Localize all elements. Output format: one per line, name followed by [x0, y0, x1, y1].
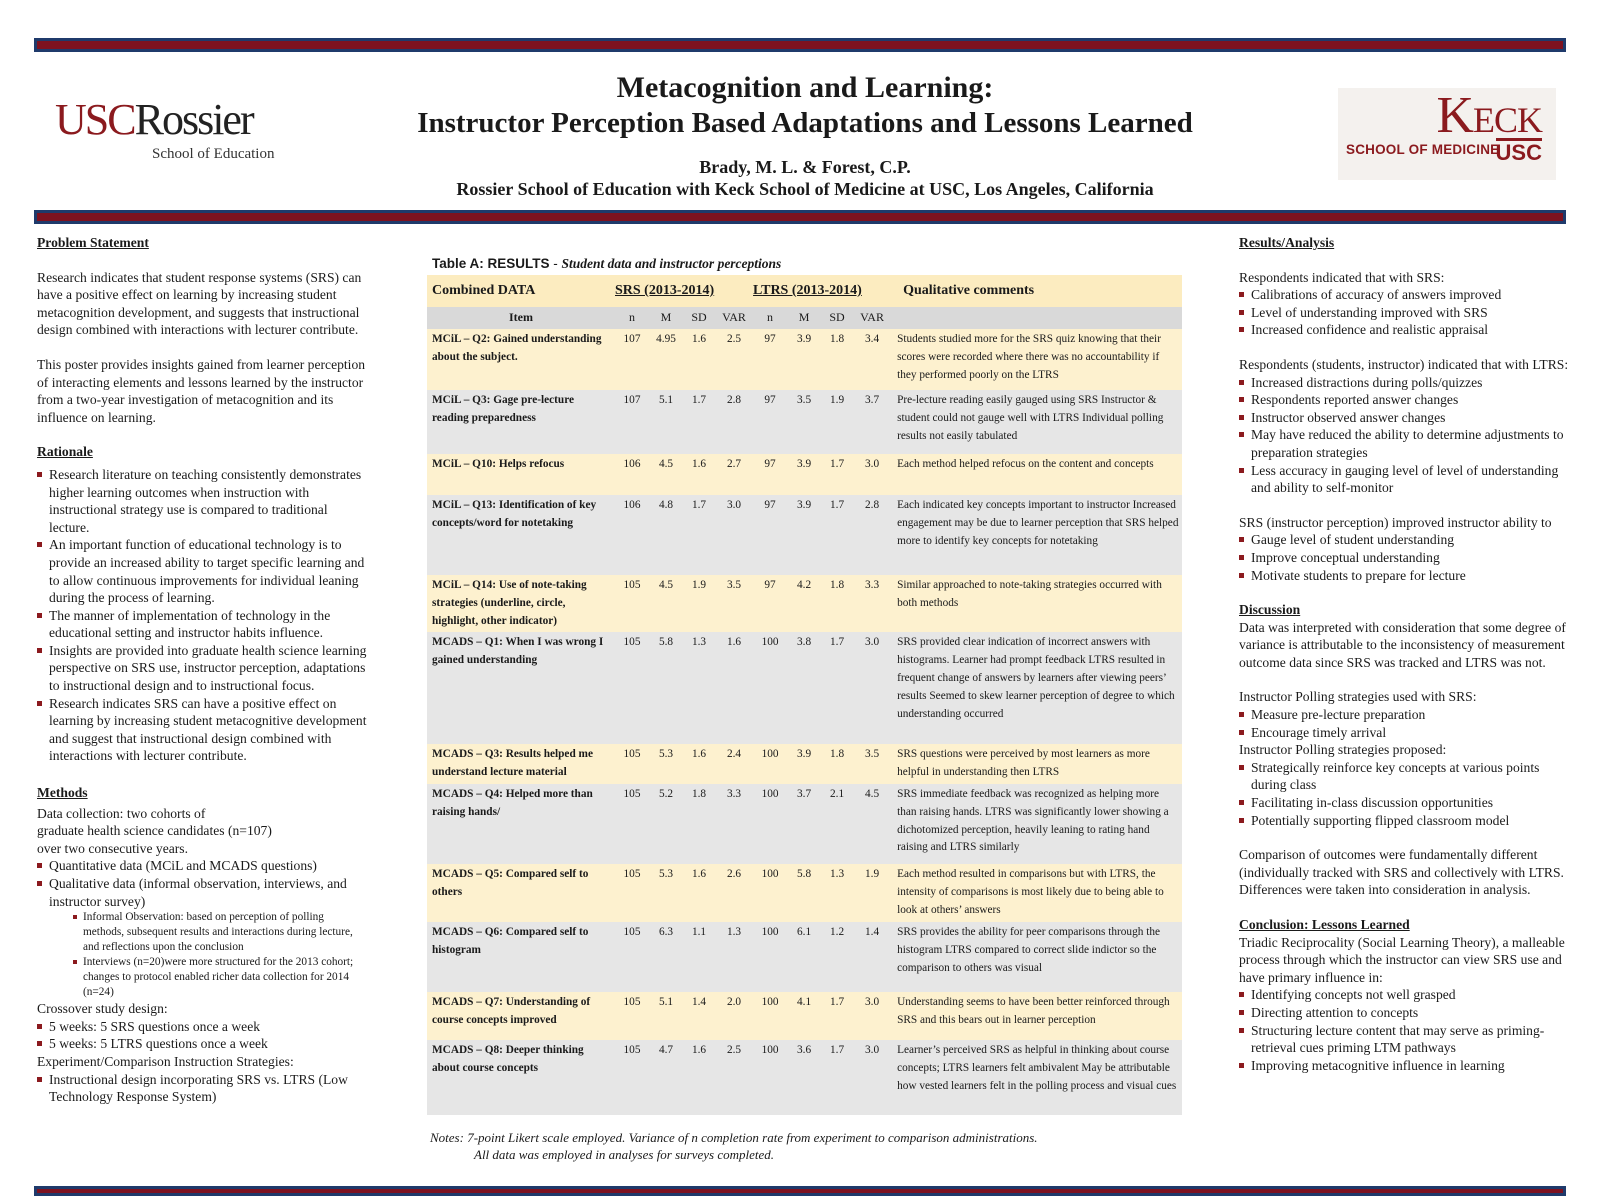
ltrs-value-cell: 2.1: [821, 784, 853, 864]
ltrs-value-cell: 3.0: [853, 1040, 891, 1115]
item-cell: MCiL – Q13: Identification of key concepts/word for notetaking: [427, 495, 615, 575]
comment-cell: Similar approached to note-taking strategies occurred with both methods: [891, 575, 1182, 632]
srs-value-cell: 4.95: [649, 329, 683, 390]
conclusion-list: [1239, 986, 1569, 1074]
list-item: Informal Observation: based on perception of polling methods, subsequent results and interactions during lecture, and reflections upon the conclusion: [73, 910, 367, 955]
polling-proposed-list: [1239, 759, 1569, 829]
comment-cell: Learner’s perceived SRS as helpful in thinking about course concepts; LTRS learners felt ambivalent May be attributable how vested learners felt in the polling process and visual cues: [891, 1040, 1182, 1115]
ltrs-value-cell: 3.7: [853, 390, 891, 454]
list-item: 5 weeks: 5 SRS questions once a week: [37, 1018, 367, 1036]
srs-value-cell: 105: [615, 784, 649, 864]
srs-value-cell: 105: [615, 922, 649, 992]
srs-value-cell: 5.3: [649, 744, 683, 784]
srs-value-cell: 4.8: [649, 495, 683, 575]
column-header: Item: [427, 307, 615, 329]
poster-affiliation: Rossier School of Education with Keck School of Medicine at USC, Los Angeles, California: [456, 179, 1154, 199]
list-item: An important function of educational technology is to provide an increased ability to target specific learning and to allow continuous improvements for individual leaning during the process of learning.: [37, 536, 367, 606]
srs-value-cell: 1.7: [683, 390, 715, 454]
srs-value-cell: 2.0: [715, 992, 753, 1040]
ltrs-value-cell: 100: [753, 864, 787, 922]
list-item: Motivate students to prepare for lecture: [1239, 567, 1569, 585]
header-divider-bar: [34, 210, 1566, 224]
combined-data-header: Combined DATA: [427, 275, 615, 307]
srs-value-cell: 105: [615, 1040, 649, 1115]
srs-value-cell: 105: [615, 632, 649, 744]
ltrs-value-cell: 100: [753, 784, 787, 864]
results-table: [427, 275, 1182, 1115]
table-row: [427, 992, 1182, 1040]
list-item: Measure pre-lecture preparation: [1239, 706, 1569, 724]
list-item: Facilitating in-class discussion opportunities: [1239, 794, 1569, 812]
item-cell: MCADS – Q3: Results helped me understand lecture material: [427, 744, 615, 784]
ltrs-value-cell: 3.4: [853, 329, 891, 390]
srs-value-cell: 105: [615, 575, 649, 632]
srs-value-cell: 1.7: [683, 495, 715, 575]
ltrs-value-cell: 1.7: [821, 495, 853, 575]
problem-paragraph-1: Research indicates that student response systems (SRS) can have a positive effect on learning by increasing student metacognition development, and suggests that instructional design combined with interactions with lecturer contribute.: [37, 269, 362, 338]
ltrs-value-cell: 3.0: [853, 454, 891, 495]
methods-dc-line2: graduate health science candidates (n=107): [37, 823, 272, 839]
srs-value-cell: 4.7: [649, 1040, 683, 1115]
list-item: Qualitative data (informal observation, interviews, and instructor survey): [37, 875, 367, 910]
ltrs-value-cell: 1.7: [821, 632, 853, 744]
poster-title-line1: Metacognition and Learning:: [616, 71, 994, 104]
poster-authors: Brady, M. L. & Forest, C.P.: [699, 157, 911, 177]
ltrs-value-cell: 2.8: [853, 495, 891, 575]
discussion-heading: Discussion: [1239, 602, 1301, 618]
ltrs-value-cell: 6.1: [787, 922, 821, 992]
results-table-wrapper: [427, 275, 1182, 1125]
results-instructor-intro: SRS (instructor perception) improved instructor ability to: [1239, 514, 1552, 530]
table-caption-italic: Student data and instructor perceptions: [561, 256, 782, 271]
polling-used-list: [1239, 706, 1569, 741]
table-notes-line2: All data was employed in analyses for surveys completed.: [474, 1147, 775, 1162]
item-cell: MCADS – Q1: When I was wrong I gained understanding: [427, 632, 615, 744]
item-cell: MCADS – Q7: Understanding of course concepts improved: [427, 992, 615, 1040]
srs-value-cell: 1.4: [683, 992, 715, 1040]
table-notes-line1: Notes: 7-point Likert scale employed. Variance of n completion rate from experiment to comparison administrations.: [430, 1130, 1038, 1145]
table-row: [427, 864, 1182, 922]
item-cell: MCADS – Q6: Compared self to histogram: [427, 922, 615, 992]
comment-cell: Each method helped refocus on the content and concepts: [891, 454, 1182, 495]
srs-value-cell: 106: [615, 495, 649, 575]
column-header: n: [615, 307, 649, 329]
comment-cell: SRS immediate feedback was recognized as helping more than raising hands. LTRS was significantly lower showing a dichotomized perception, heavily leaning to rating hand raising and LTRS similarly: [891, 784, 1182, 864]
column-header: M: [649, 307, 683, 329]
list-item: Increased confidence and realistic appraisal: [1239, 321, 1569, 339]
list-item: Improving metacognitive influence in learning: [1239, 1057, 1569, 1075]
ltrs-value-cell: 4.5: [853, 784, 891, 864]
list-item: Respondents reported answer changes: [1239, 391, 1569, 409]
top-divider-bar: [34, 38, 1566, 52]
srs-value-cell: 2.6: [715, 864, 753, 922]
comment-cell: Understanding seems to have been better reinforced through SRS and this bears out in learner perception: [891, 992, 1182, 1040]
discussion-paragraph-2: Comparison of outcomes were fundamentally different (individually tracked with SRS and collectively with LTRS. Differences were taken into consideration in analysis.: [1239, 847, 1564, 898]
poster-header: [380, 70, 1230, 200]
qualitative-header: Qualitative comments: [891, 275, 1182, 307]
bottom-divider-bar: [34, 1186, 1566, 1196]
poster-title-line2: Instructor Perception Based Adaptations and Lessons Learned: [417, 107, 1193, 139]
srs-value-cell: 107: [615, 390, 649, 454]
methods-data-list: [37, 857, 367, 910]
list-item: 5 weeks: 5 LTRS questions once a week: [37, 1035, 367, 1053]
usc-rossier-logo: [55, 95, 295, 168]
ltrs-value-cell: 1.7: [821, 992, 853, 1040]
list-item: Encourage timely arrival: [1239, 724, 1569, 742]
srs-value-cell: 105: [615, 744, 649, 784]
methods-sub-list: [37, 910, 367, 1000]
methods-heading: Methods: [37, 785, 88, 801]
item-cell: MCADS – Q4: Helped more than raising hands/: [427, 784, 615, 864]
srs-value-cell: 3.3: [715, 784, 753, 864]
ltrs-value-cell: 97: [753, 329, 787, 390]
column-header: SD: [821, 307, 853, 329]
ltrs-value-cell: 100: [753, 922, 787, 992]
ltrs-value-cell: 100: [753, 632, 787, 744]
ltrs-value-cell: 97: [753, 390, 787, 454]
srs-group-header: SRS (2013-2014): [615, 275, 753, 307]
list-item: Research literature on teaching consistently demonstrates higher learning outcomes when instruction with instructional strategy use is compared to traditional lecture.: [37, 466, 367, 536]
ltrs-value-cell: 3.7: [787, 784, 821, 864]
methods-dc-line1: Data collection: two cohorts of: [37, 805, 206, 821]
item-cell: MCADS – Q8: Deeper thinking about course concepts: [427, 1040, 615, 1115]
srs-value-cell: 1.9: [683, 575, 715, 632]
srs-value-cell: 2.5: [715, 1040, 753, 1115]
ltrs-value-cell: 97: [753, 495, 787, 575]
list-item: Quantitative data (MCiL and MCADS questions): [37, 857, 367, 875]
srs-value-cell: 1.3: [715, 922, 753, 992]
srs-value-cell: 1.1: [683, 922, 715, 992]
experiment-list: [37, 1071, 367, 1106]
logo-school-text: School of Education: [152, 146, 275, 162]
list-item: The manner of implementation of technology in the educational setting and instructor habits influence.: [37, 607, 367, 642]
srs-value-cell: 4.5: [649, 454, 683, 495]
polling-proposed-intro: Instructor Polling strategies proposed:: [1239, 742, 1447, 758]
table-row: [427, 329, 1182, 390]
srs-value-cell: 1.3: [683, 632, 715, 744]
table-row: [427, 784, 1182, 864]
column-header: n: [753, 307, 787, 329]
rationale-heading: Rationale: [37, 444, 93, 460]
column-header: VAR: [715, 307, 753, 329]
item-cell: MCiL – Q14: Use of note-taking strategies (underline, circle, highlight, other indicator): [427, 575, 615, 632]
srs-value-cell: 6.3: [649, 922, 683, 992]
problem-heading: Problem Statement: [37, 235, 149, 250]
ltrs-value-cell: 4.2: [787, 575, 821, 632]
comment-cell: Each indicated key concepts important to instructor Increased engagement may be due to learner perception that SRS helped more to identify key concepts for notetaking: [891, 495, 1182, 575]
list-item: Insights are provided into graduate health science learning perspective on SRS use, instructor perception, adaptations to instructional design and to instructional focus.: [37, 642, 367, 695]
logo-rossier-text: Rossier: [134, 95, 253, 144]
comment-cell: Students studied more for the SRS quiz knowing that their scores were recorded where there was no accountability if they performed poorly on the LTRS: [891, 329, 1182, 390]
list-item: Level of understanding improved with SRS: [1239, 304, 1569, 322]
srs-value-cell: 1.6: [683, 1040, 715, 1115]
srs-value-cell: 105: [615, 864, 649, 922]
table-caption: [432, 256, 781, 272]
ltrs-value-cell: 3.5: [853, 744, 891, 784]
comment-cell: Pre-lecture reading easily gauged using SRS Instructor & student could not gauge well with LTRS Individual polling results not easily tabulated: [891, 390, 1182, 454]
ltrs-value-cell: 3.8: [787, 632, 821, 744]
results-heading: Results/Analysis: [1239, 235, 1335, 250]
item-cell: MCiL – Q2: Gained understanding about the subject.: [427, 329, 615, 390]
crossover-list: [37, 1018, 367, 1053]
right-column: [1239, 234, 1569, 1074]
logo-som-text: SCHOOL OF MEDICINE: [1346, 142, 1500, 157]
srs-value-cell: 1.6: [683, 454, 715, 495]
srs-value-cell: 2.4: [715, 744, 753, 784]
ltrs-value-cell: 1.9: [853, 864, 891, 922]
srs-value-cell: 1.6: [683, 864, 715, 922]
comment-cell: SRS provides the ability for peer comparisons through the histogram LTRS compared to correct slide indictor so the comparison to others was visual: [891, 922, 1182, 992]
srs-value-cell: 1.6: [683, 744, 715, 784]
list-item: Increased distractions during polls/quizzes: [1239, 374, 1569, 392]
column-header: M: [787, 307, 821, 329]
results-ltrs-list: [1239, 374, 1569, 497]
logo-usc-text: USC: [55, 95, 135, 144]
crossover-heading: Crossover study design:: [37, 1001, 168, 1017]
table-row: [427, 1040, 1182, 1115]
ltrs-value-cell: 3.6: [787, 1040, 821, 1115]
ltrs-value-cell: 100: [753, 1040, 787, 1115]
list-item: Structuring lecture content that may serve as priming-retrieval cues priming LTM pathways: [1239, 1022, 1569, 1057]
logo-keck-text: Keck: [1436, 87, 1542, 144]
comment-cell: SRS questions were perceived by most learners as more helpful in understanding then LTRS: [891, 744, 1182, 784]
list-item: Interviews (n=20)were more structured for the 2013 cohort; changes to protocol enabled richer data collection for 2014 (n=24): [73, 955, 367, 1000]
srs-value-cell: 3.0: [715, 495, 753, 575]
list-item: Directing attention to concepts: [1239, 1004, 1569, 1022]
column-header: [891, 307, 1182, 329]
ltrs-value-cell: 3.0: [853, 992, 891, 1040]
comment-cell: Each method resulted in comparisons but with LTRS, the intensity of comparisons is most likely due to being able to look at others’ answers: [891, 864, 1182, 922]
discussion-paragraph-1: Data was interpreted with consideration that some degree of variance is attributable to the inconsistency of measurement outcome data since SRS was tracked and LTRS was not.: [1239, 619, 1566, 670]
ltrs-value-cell: 4.1: [787, 992, 821, 1040]
results-table-body: [427, 329, 1182, 1115]
srs-value-cell: 2.7: [715, 454, 753, 495]
table-row: [427, 454, 1182, 495]
srs-value-cell: 5.2: [649, 784, 683, 864]
srs-value-cell: 5.3: [649, 864, 683, 922]
left-column: [37, 234, 367, 1106]
list-item: May have reduced the ability to determine adjustments to preparation strategies: [1239, 426, 1569, 461]
list-item: Instructor observed answer changes: [1239, 409, 1569, 427]
table-notes: [430, 1129, 1038, 1163]
srs-value-cell: 5.1: [649, 992, 683, 1040]
table-row: [427, 744, 1182, 784]
conclusion-paragraph: Triadic Reciprocality (Social Learning Theory), a malleable process through which the instructor can view SRS use and have primary influence in:: [1239, 934, 1565, 985]
srs-value-cell: 1.6: [715, 632, 753, 744]
ltrs-value-cell: 3.0: [853, 632, 891, 744]
ltrs-value-cell: 3.3: [853, 575, 891, 632]
ltrs-value-cell: 1.8: [821, 329, 853, 390]
table-row: [427, 922, 1182, 992]
ltrs-value-cell: 100: [753, 992, 787, 1040]
srs-value-cell: 107: [615, 329, 649, 390]
ltrs-value-cell: 1.9: [821, 390, 853, 454]
experiment-heading: Experiment/Comparison Instruction Strategies:: [37, 1053, 294, 1069]
ltrs-value-cell: 1.8: [821, 744, 853, 784]
ltrs-value-cell: 97: [753, 454, 787, 495]
list-item: Less accuracy in gauging level of level of understanding and ability to self-monitor: [1239, 462, 1569, 497]
list-item: Gauge level of student understanding: [1239, 531, 1569, 549]
list-item: Identifying concepts not well grasped: [1239, 986, 1569, 1004]
ltrs-group-header: LTRS (2013-2014): [753, 275, 891, 307]
srs-value-cell: 3.5: [715, 575, 753, 632]
comment-cell: SRS provided clear indication of incorrect answers with histograms. Learner had prompt feedback LTRS resulted in frequent change of answers by learners after viewing peers’ results Seemed to skew learner perception of degree to which understanding occurred: [891, 632, 1182, 744]
rationale-list: [37, 466, 367, 765]
table-header-row-columns: [427, 307, 1182, 329]
ltrs-value-cell: 1.7: [821, 1040, 853, 1115]
polling-used-intro: Instructor Polling strategies used with SRS:: [1239, 689, 1477, 705]
item-cell: MCiL – Q3: Gage pre-lecture reading preparedness: [427, 390, 615, 454]
table-row: [427, 632, 1182, 744]
column-header: SD: [683, 307, 715, 329]
srs-value-cell: 2.8: [715, 390, 753, 454]
table-caption-bold: Table A: RESULTS: [432, 256, 550, 271]
table-header-row-groups: [427, 275, 1182, 307]
srs-value-cell: 1.8: [683, 784, 715, 864]
ltrs-value-cell: 1.2: [821, 922, 853, 992]
srs-value-cell: 106: [615, 454, 649, 495]
list-item: Improve conceptual understanding: [1239, 549, 1569, 567]
logo-usc-mark: USC: [1495, 140, 1542, 165]
table-row: [427, 495, 1182, 575]
list-item: Strategically reinforce key concepts at various points during class: [1239, 759, 1569, 794]
results-ltrs-intro: Respondents (students, instructor) indicated that with LTRS:: [1239, 356, 1569, 372]
ltrs-value-cell: 100: [753, 744, 787, 784]
ltrs-value-cell: 3.9: [787, 495, 821, 575]
table-row: [427, 575, 1182, 632]
item-cell: MCiL – Q10: Helps refocus: [427, 454, 615, 495]
srs-value-cell: 5.1: [649, 390, 683, 454]
ltrs-value-cell: 3.9: [787, 454, 821, 495]
table-row: [427, 390, 1182, 454]
ltrs-value-cell: 3.9: [787, 329, 821, 390]
list-item: Instructional design incorporating SRS vs. LTRS (Low Technology Response System): [37, 1071, 367, 1106]
item-cell: MCADS – Q5: Compared self to others: [427, 864, 615, 922]
list-item: Calibrations of accuracy of answers improved: [1239, 286, 1569, 304]
keck-school-logo: [1338, 88, 1556, 180]
problem-paragraph-2: This poster provides insights gained from learner perception of interacting elements and lessons learned by the instructor from a two-year investigation of metacognition and its influence on learning.: [37, 356, 366, 425]
srs-value-cell: 1.6: [683, 329, 715, 390]
results-instructor-list: [1239, 531, 1569, 584]
column-header: VAR: [853, 307, 891, 329]
srs-value-cell: 105: [615, 992, 649, 1040]
ltrs-value-cell: 1.7: [821, 454, 853, 495]
list-item: Potentially supporting flipped classroom model: [1239, 812, 1569, 830]
ltrs-value-cell: 5.8: [787, 864, 821, 922]
ltrs-value-cell: 1.3: [821, 864, 853, 922]
srs-value-cell: 2.5: [715, 329, 753, 390]
srs-value-cell: 5.8: [649, 632, 683, 744]
ltrs-value-cell: 3.5: [787, 390, 821, 454]
methods-dc-line3: over two consecutive years.: [37, 840, 188, 856]
list-item: Research indicates SRS can have a positive effect on learning by increasing student metacognitive development and suggest that instructional design combined with interactions with lecturer contribute.: [37, 695, 367, 765]
srs-value-cell: 4.5: [649, 575, 683, 632]
ltrs-value-cell: 1.4: [853, 922, 891, 992]
results-srs-intro: Respondents indicated that with SRS:: [1239, 269, 1445, 285]
ltrs-value-cell: 1.8: [821, 575, 853, 632]
ltrs-value-cell: 3.9: [787, 744, 821, 784]
results-srs-list: [1239, 286, 1569, 339]
conclusion-heading: Conclusion: Lessons Learned: [1239, 917, 1410, 932]
table-caption-sep: -: [549, 256, 562, 271]
ltrs-value-cell: 97: [753, 575, 787, 632]
